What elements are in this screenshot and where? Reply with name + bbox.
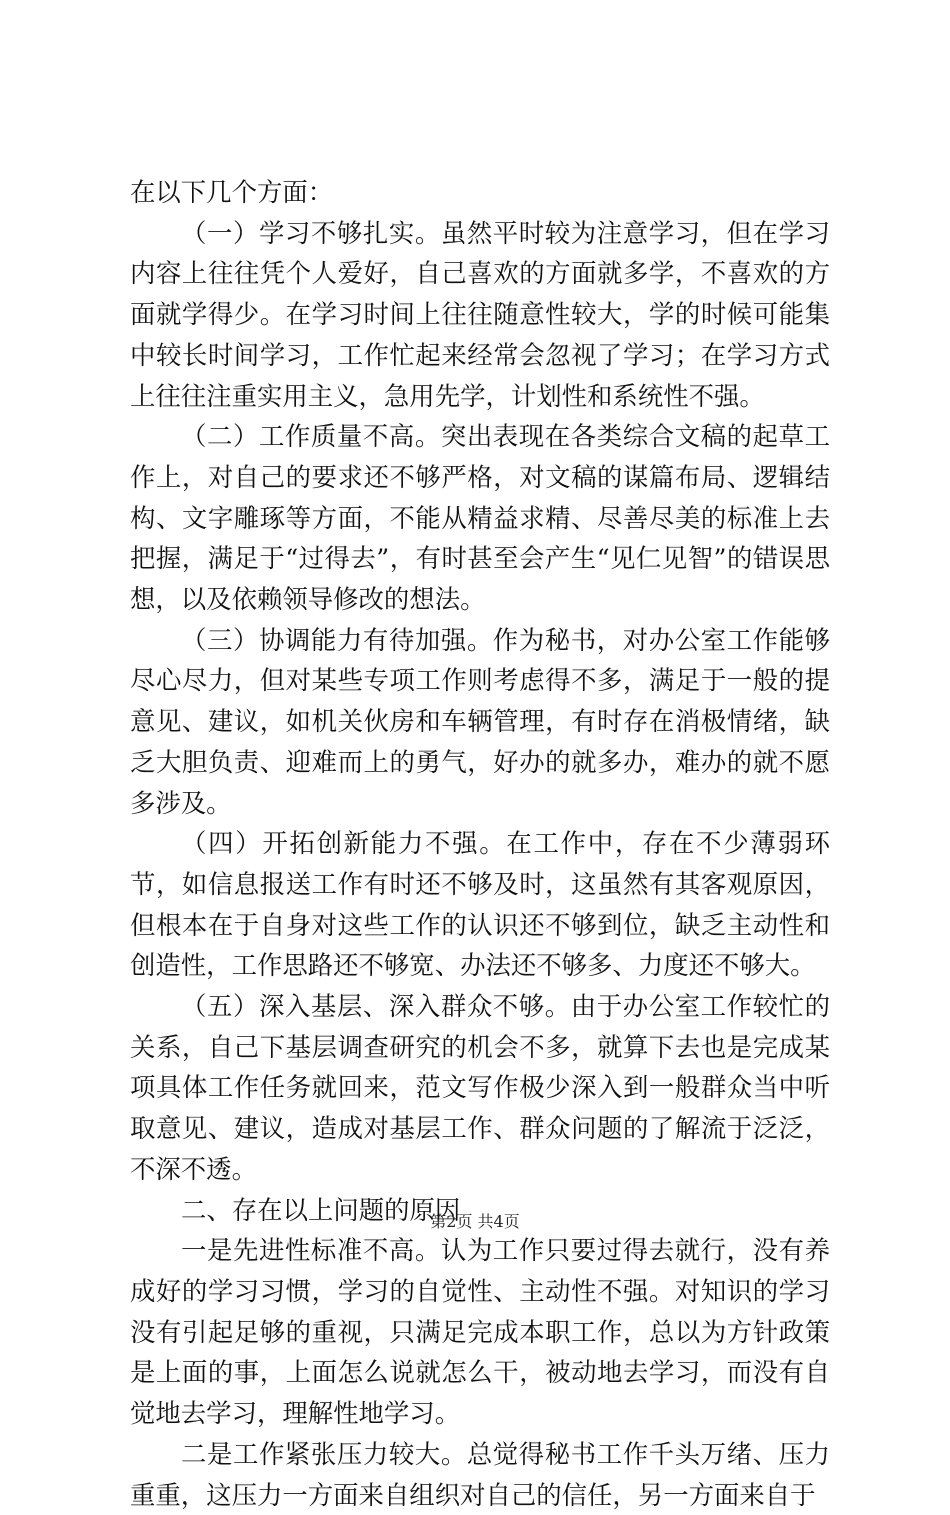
- paragraph-item-5: （五）深入基层、深入群众不够。由于办公室工作较忙的关系，自己下基层调查研究的机会不多，就算下去也是完成某项具体工作任务就回来，范文写作极少深入到一般群众当中听取意见、建议，造成对基层工作、群众问题的了解流于泛泛，不深不透。: [130, 991, 830, 1184]
- paragraph-item-2: （二）工作质量不高。突出表现在各类综合文稿的起草工作上，对自己的要求还不够严格，对文稿的谋篇布局、逻辑结构、文字雕琢等方面，不能从精益求精、尽善尽美的标准上去把握，满足于“过得去”，有时甚至会产生“见仁见智”的错误思想，以及依赖领导修改的想法。: [130, 421, 830, 615]
- page-footer: [0, 1212, 950, 1232]
- section-heading-causes: 二、存在以上问题的原因: [181, 1194, 461, 1225]
- paragraph-item-4: （四）开拓创新能力不强。在工作中，存在不少薄弱环节，如信息报送工作有时还不够及时，这虽然有其客观原因，但根本在于自身对这些工作的认识还不够到位，缺乏主动性和创造性，工作思路还不够宽、办法还不够多、力度还不够大。: [130, 828, 830, 981]
- page-number: 第2页 共4页: [430, 1212, 520, 1231]
- paragraph-cause-2: 二是工作紧张压力较大。总觉得秘书工作千头万绪、压力重重，这压力一方面来自组织对自己的信任，另一方面来自于: [130, 1438, 830, 1510]
- paragraph-intro: 在以下几个方面：: [130, 177, 334, 207]
- paragraph-item-1: （一）学习不够扎实。虽然平时较为注意学习，但在学习内容上往往凭个人爱好，自己喜欢的方面就多学，不喜欢的方面就学得少。在学习时间上往往随意性较大，学的时候可能集中较长时间学习，工作忙起来经常会忽视了学习；在学习方式上往往注重实用主义，急用先学，计划性和系统性不强。: [130, 217, 830, 411]
- paragraph-item-3: （三）协调能力有待加强。作为秘书，对办公室工作能够尽心尽力，但对某些专项工作则考虑得不多，满足于一般的提意见、建议，如机关伙房和车辆管理，有时存在消极情绪，缺乏大胆负责、迎难而上的勇气，好办的就多办，难办的就不愿多涉及。: [130, 624, 830, 818]
- document-body: [130, 172, 830, 1515]
- paragraph-cause-1: 一是先进性标准不高。认为工作只要过得去就行，没有养成好的学习习惯，学习的自觉性、主动性不强。对知识的学习没有引起足够的重视，只满足完成本职工作，总以为方针政策是上面的事，上面怎么说就怎么干，被动地去学习，而没有自觉地去学习，理解性地学习。: [130, 1235, 830, 1429]
